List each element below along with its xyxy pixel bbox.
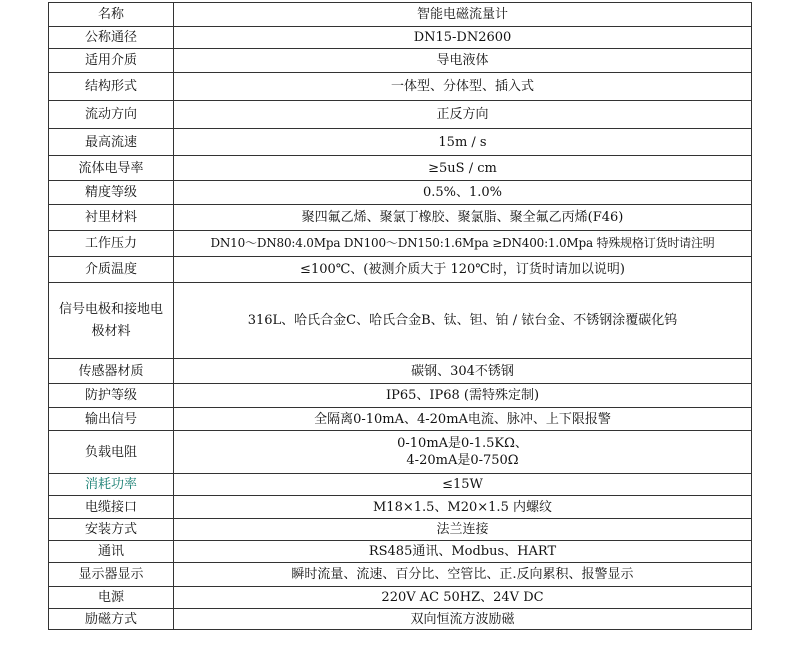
table-row xyxy=(49,73,752,101)
row-label: 防护等级 xyxy=(49,384,174,408)
table-row xyxy=(49,563,752,587)
row-label: 工作压力 xyxy=(49,231,174,257)
table-row xyxy=(49,609,752,630)
row-value: ≥5uS / cm xyxy=(174,156,752,181)
row-value: DN10～DN80:4.0Mpa DN100～DN150:1.6Mpa ≥DN400:1.0Mpa 特殊规格订货时请注明 xyxy=(174,231,752,257)
row-label: 结构形式 xyxy=(49,73,174,101)
table-row xyxy=(49,541,752,563)
row-value: 220V AC 50HZ、24V DC xyxy=(174,587,752,609)
row-value: 316L、哈氏合金C、哈氏合金B、钛、钽、铂 / 铱台金、不锈钢涂覆碳化钨 xyxy=(174,283,752,359)
table-row xyxy=(49,205,752,231)
row-label-name: 名称 xyxy=(49,3,174,27)
spec-table xyxy=(48,2,752,630)
row-label: 流动方向 xyxy=(49,101,174,129)
table-row xyxy=(49,3,752,27)
row-value: 一体型、分体型、插入式 xyxy=(174,73,752,101)
row-value: 15m / s xyxy=(174,129,752,156)
table-row xyxy=(49,384,752,408)
row-label: 信号电极和接地电极材料 xyxy=(49,283,174,359)
row-label: 适用介质 xyxy=(49,49,174,73)
row-label: 电缆接口 xyxy=(49,496,174,519)
table-row xyxy=(49,129,752,156)
row-label: 流体电导率 xyxy=(49,156,174,181)
row-label: 介质温度 xyxy=(49,257,174,283)
row-label: 安装方式 xyxy=(49,519,174,541)
row-value: 0.5%、1.0% xyxy=(174,181,752,205)
row-label: 精度等级 xyxy=(49,181,174,205)
row-label: 衬里材料 xyxy=(49,205,174,231)
value-line: 4-20mA是0-750Ω xyxy=(406,453,519,468)
row-value: DN15-DN2600 xyxy=(174,27,752,49)
row-label: 励磁方式 xyxy=(49,609,174,630)
table-row xyxy=(49,519,752,541)
row-value: 导电液体 xyxy=(174,49,752,73)
table-row xyxy=(49,27,752,49)
row-value xyxy=(174,431,752,474)
table-row xyxy=(49,587,752,609)
row-value: 全隔离0-10mA、4-20mA电流、脉冲、上下限报警 xyxy=(174,408,752,431)
table-row xyxy=(49,408,752,431)
row-label: 输出信号 xyxy=(49,408,174,431)
row-value: 瞬时流量、流速、百分比、空管比、正.反向累积、报警显示 xyxy=(174,563,752,587)
table-row xyxy=(49,257,752,283)
row-value: M18×1.5、M20×1.5 内螺纹 xyxy=(174,496,752,519)
table-row xyxy=(49,101,752,129)
row-value: RS485通讯、Modbus、HART xyxy=(174,541,752,563)
row-label: 通讯 xyxy=(49,541,174,563)
row-label: 公称通径 xyxy=(49,27,174,49)
table-row xyxy=(49,283,752,359)
table-row xyxy=(49,431,752,474)
row-label: 电源 xyxy=(49,587,174,609)
row-value: IP65、IP68 (需特殊定制) xyxy=(174,384,752,408)
table-row xyxy=(49,496,752,519)
table-row xyxy=(49,49,752,73)
row-value: 法兰连接 xyxy=(174,519,752,541)
row-value: ≤15W xyxy=(174,474,752,496)
row-label: 最高流速 xyxy=(49,129,174,156)
row-label: 负载电阻 xyxy=(49,431,174,474)
table-row xyxy=(49,231,752,257)
value-line: 0-10mA是0-1.5KΩ、 xyxy=(397,436,528,451)
row-label: 传感器材质 xyxy=(49,359,174,384)
row-value: 聚四氟乙烯、聚氯丁橡胶、聚氯脂、聚全氟乙丙烯(F46) xyxy=(174,205,752,231)
row-value: ≤100℃、(被测介质大于 120℃时，订货时请加以说明) xyxy=(174,257,752,283)
row-label: 消耗功率 xyxy=(49,474,174,496)
table-row xyxy=(49,359,752,384)
row-value-name: 智能电磁流量计 xyxy=(174,3,752,27)
table-row xyxy=(49,181,752,205)
row-value: 双向恒流方波励磁 xyxy=(174,609,752,630)
row-value: 碳钢、304不锈钢 xyxy=(174,359,752,384)
row-value: 正反方向 xyxy=(174,101,752,129)
table-row xyxy=(49,156,752,181)
row-label: 显示器显示 xyxy=(49,563,174,587)
table-row xyxy=(49,474,752,496)
